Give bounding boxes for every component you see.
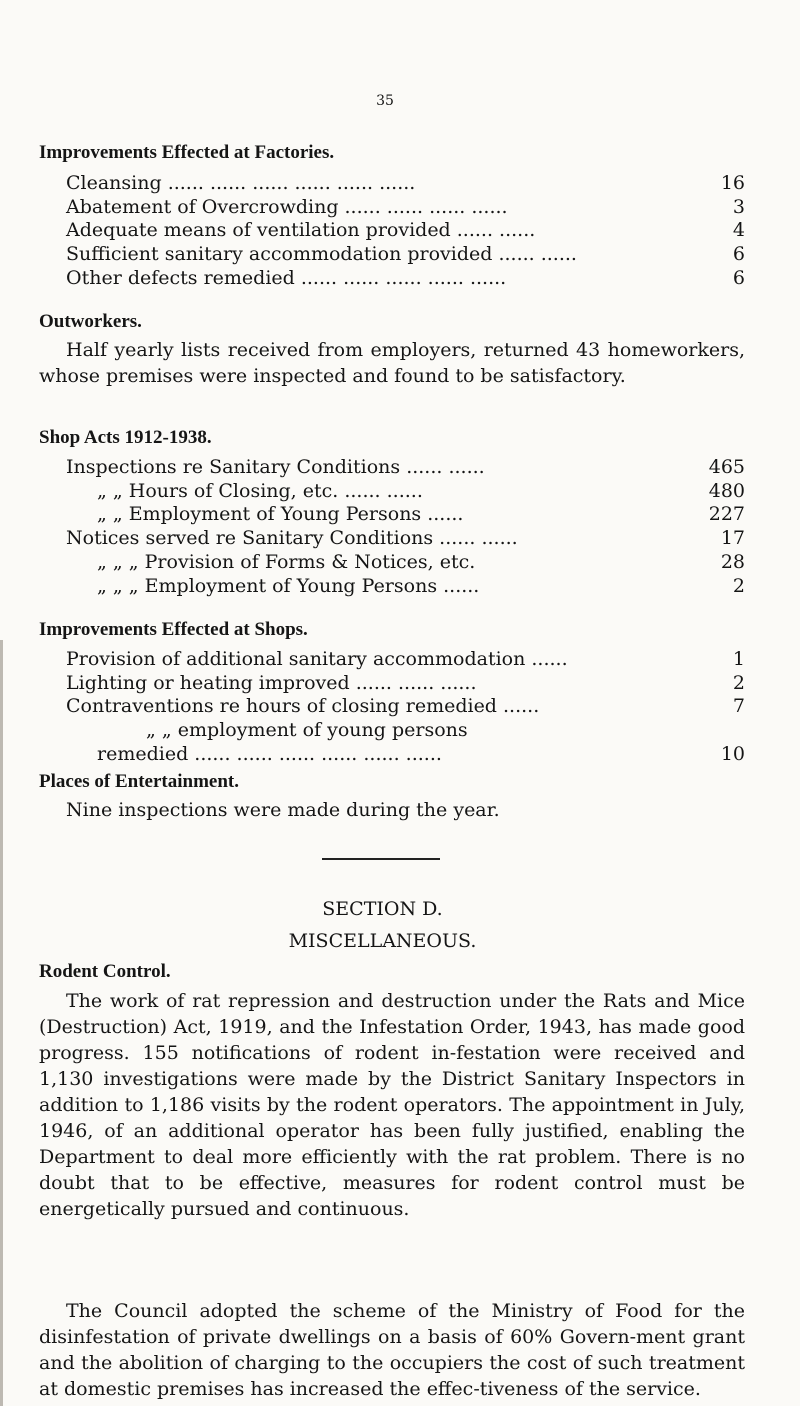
shops-row-label: Lighting or heating improved ...... ...... ...... [66, 671, 477, 694]
shops-row-label: „ „ employment of young persons [146, 719, 468, 742]
shop_acts-row [0, 573, 800, 599]
shop_acts-row-label: „ „ Employment of Young Persons ...... [97, 503, 464, 526]
shop_acts-row [0, 549, 800, 575]
shop_acts-row-value: 2 [732, 574, 745, 597]
factories-row-label: Other defects remedied ...... ...... ...... ...... ...... [66, 266, 507, 289]
shops-row [0, 670, 800, 696]
section-subtitle: MISCELLANEOUS. [288, 930, 477, 952]
section-divider [322, 858, 440, 860]
shop_acts-row-label: „ „ Hours of Closing, etc. ...... ...... [97, 479, 423, 502]
shop_acts-row-label: „ „ „ Provision of Forms & Notices, etc. [97, 550, 476, 573]
factories-row-label: Adequate means of ventilation provided ...... ...... [66, 219, 536, 242]
factories-row [0, 241, 800, 267]
shops-row-value: 2 [732, 671, 745, 694]
shop_acts-row-value: 17 [720, 527, 745, 550]
factories-row [0, 265, 800, 291]
shops-row [0, 717, 800, 743]
outworkers-heading: Outworkers. [39, 311, 142, 332]
shop_acts-row [0, 478, 800, 504]
factories-row-value: 4 [732, 219, 745, 242]
shop_acts-row-value: 28 [720, 550, 745, 573]
rodent-paragraph-1: The work of rat repression and destruction under the Rats and Mice (Destruction) Act, 1919, and the Infestation Order, 1943, has made good progress. 155 notifications of rodent in-festation were received and 1,130 investigations were made by the District Sanitary Inspectors in addition to 1,186 visits by the rodent operators. The appointment in July, 1946, of an additional operator has been fully justified, enabling the Department to deal more efficiently with the rat problem. There is no doubt that to be effective, measures for rodent control must be energetically pursued and continuous. [39, 990, 745, 1220]
shops-row-value: 10 [720, 742, 745, 765]
shop_acts-row [0, 454, 800, 480]
section-title: SECTION D. [322, 898, 443, 920]
factories-row-label: Cleansing ...... ...... ...... ...... ...... ...... [66, 172, 416, 194]
factories-row-value: 6 [732, 243, 745, 266]
shops-heading: Improvements Effected at Shops. [39, 619, 308, 640]
factories-heading: Improvements Effected at Factories. [39, 142, 335, 163]
factories-row [0, 170, 800, 196]
shop-acts-heading: Shop Acts 1912-1938. [39, 427, 212, 448]
factories-row-value: 6 [732, 266, 745, 289]
factories-row-value: 16 [720, 172, 745, 194]
shop_acts-row-value: 465 [708, 456, 745, 478]
shop_acts-row [0, 501, 800, 527]
shops-row-label: Provision of additional sanitary accommodation ...... [66, 648, 568, 670]
rodent-heading: Rodent Control. [39, 961, 171, 982]
factories-row [0, 194, 800, 220]
shops-row-value: 7 [732, 695, 745, 718]
factories-row-label: Abatement of Overcrowding ...... ...... ...... ...... [66, 195, 508, 218]
shop_acts-row-label: „ „ „ Employment of Young Persons ...... [97, 574, 480, 597]
shop_acts-row-value: 480 [708, 479, 745, 502]
shops-row-label: Contraventions re hours of closing remedied ...... [66, 695, 540, 718]
shops-row-value: 1 [732, 648, 745, 670]
shops-row [0, 741, 800, 767]
rodent-paragraph-2: The Council adopted the scheme of the Ministry of Food for the disinfestation of private dwellings on a basis of 60% Govern-ment grant and the abolition of charging to the occupiers the cost of such treatment at domestic premises has increased the effec-tiveness of the service. [39, 1300, 745, 1400]
factories-row-label: Sufficient sanitary accommodation provided ...... ...... [66, 243, 577, 266]
factories-row-value: 3 [732, 195, 745, 218]
factories-row [0, 217, 800, 243]
shops-row-label: remedied ...... ...... ...... ...... ...... ...... [97, 742, 442, 765]
outworkers-text: Half yearly lists received from employers, returned 43 homeworkers, whose premises were inspected and found to be satisfactory. [39, 339, 745, 387]
page-number: 35 [376, 93, 394, 109]
shop_acts-row [0, 525, 800, 551]
entertainment-text: Nine inspections were made during the year. [66, 799, 500, 821]
shops-row [0, 693, 800, 719]
entertainment-heading: Places of Entertainment. [39, 771, 239, 792]
shops-row [0, 646, 800, 672]
shop_acts-row-value: 227 [708, 503, 745, 526]
shop_acts-row-label: Notices served re Sanitary Conditions ...... ...... [66, 527, 518, 550]
shop_acts-row-label: Inspections re Sanitary Conditions ...... ...... [66, 456, 485, 478]
